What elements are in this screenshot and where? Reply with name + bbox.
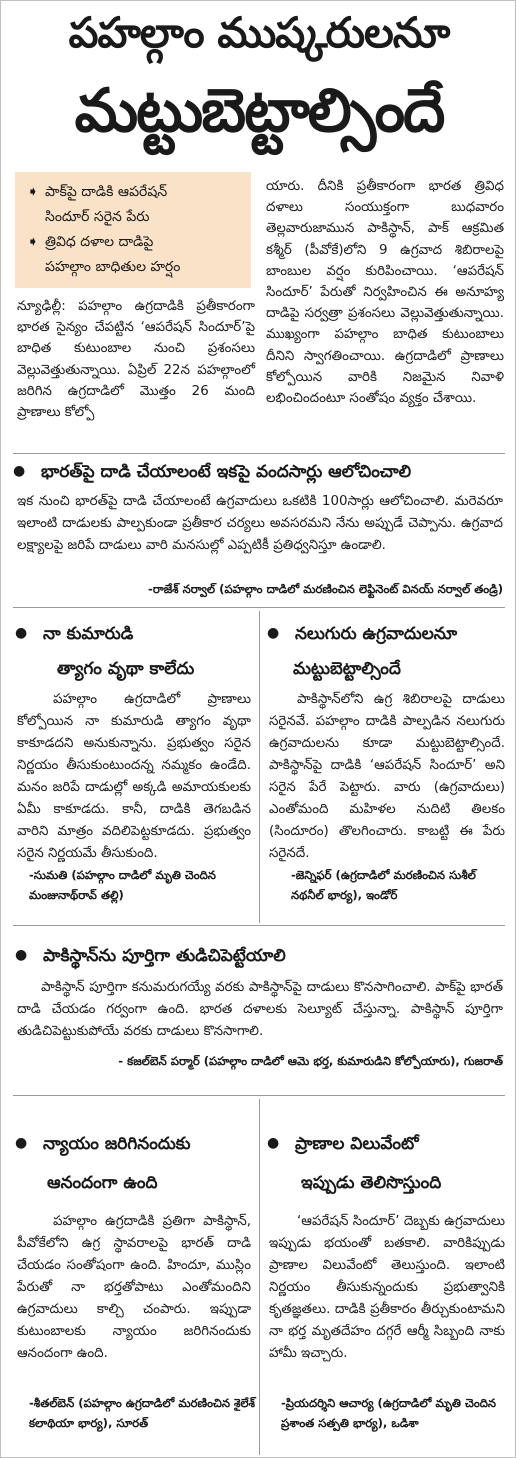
column-divider: [259, 1099, 260, 1455]
quote-attribution: -సుమతి (పహల్గాం దాడిలో మృతి చెందిన మంజునాథ్‌రావ్‌ తల్లి): [29, 868, 216, 902]
bullet-icon: ●: [267, 1135, 280, 1151]
lead-text-left: న్యూఢిల్లీ: పహల్గాం ఉగ్రదాడికి ప్రతీకారంగా భారత సైన్యం చేపట్టిన ‘ఆపరేషన్‌ సిందూర్‌’పై బాధిత కుటుంబాల నుంచి ప్రశంసలు వెల్లువెత్తుతున్నాయి. ఏప్రిల్‌ 22న పహల్గాంలో జరిగిన ఉగ్రదాడిలో మొత్తం 26 మంది ప్రాణాలు కోల్పో: [17, 299, 255, 421]
section-heading: [267, 1131, 419, 1156]
section-text: ఇక నుంచి భారత్‌పై దాడి చేయాలంటే ఉగ్రవాదులు ఒకటికి 100సార్లు ఆలోచించాలి. మరెవరూ ఇలాంటి దాడులకు పాల్పకుండా ప్రతీకార చర్యలు అవసరమని నేను అప్పుడే చెప్పాను. ఉగ్రవాద లక్ష్యాలపై జరిపే దాడులు వారి మనసుల్లో ఎప్పటికీ ప్రతిధ్వనిస్తూ ఉండాలి.: [17, 494, 503, 553]
section-text: పహల్గాం ఉగ్రదాడికి ప్రతిగా పాకిస్థాన్‌, పీవోకేలోని ఉగ్ర స్థావరాలపై భారత్‌ దాడి చేయడం సంతోషంగా ఉంది. హిందూ, ముస్లిం పేరుతో నా భర్తతోపాటు ఎంతోమందిని ఉగ్రవాదులు కాల్చి చంపారు. ఇప్పుడా కుటుంబాలకు న్యాయం జరిగినందుకు ఆనందంగా ఉంది.: [17, 1214, 251, 1361]
quote-attribution: -రాజేశ్‌ నర్వాల్‌ (పహల్గాం దాడిలో మరణించిన లెఫ్టినెంట్‌ వినయ్‌ నర్వాల్‌ తండ్రి): [148, 582, 503, 596]
section-heading: [15, 1131, 190, 1156]
bullet-icon: ➧: [27, 234, 39, 250]
highlight-item: [27, 230, 243, 280]
bullet-icon: ●: [15, 625, 28, 641]
quote-attribution: -జెన్నిఫర్‌ (ఉగ్రదాడిలో మరణించిన సుశీల్‌ నథనీల్‌ భార్య), ఇండోర్‌: [291, 868, 476, 902]
section-title: నలుగురు ఉగ్రవాదులనూ: [295, 624, 458, 644]
section-title: ఆనందంగా ఉంది: [47, 1173, 158, 1193]
section-divider: [13, 925, 505, 926]
headline-line-2: మట్టుబెట్టాల్సిందే: [74, 76, 444, 146]
column-divider: [259, 611, 260, 923]
headline-line-1: పహల్గాం ముష్కరులనూ: [68, 8, 450, 57]
quote-attribution: -ప్రియదర్శిని ఆచార్య (ఉగ్రదాడిలో మృతి చెందిన ప్రశాంత సత్పతి భార్య), ఒడిశా: [281, 1396, 497, 1430]
quote-attribution: -శీతల్‌బెన్‌ (పహల్గాం ఉగ్రదాడిలో మరణించిన శైలేశ్‌ కలాథియా భార్య), సూరత్‌: [29, 1396, 255, 1430]
section-title: నా కుమారుడి: [43, 624, 134, 644]
section-title: మట్టుబెట్టాల్సిందే: [293, 659, 401, 679]
section-title: త్యాగం వృథా కాలేదు: [57, 659, 195, 679]
highlight-text: సిందూర్‌ సరైన పేరు: [45, 209, 150, 225]
section-heading: [267, 621, 457, 646]
bullet-icon: ●: [267, 625, 280, 641]
section-title: పాకిస్థాన్‌ను పూర్తిగా తుడిచిపెట్టేయాలి: [43, 946, 286, 966]
section-heading: [13, 459, 411, 484]
bullet-icon: ●: [13, 463, 26, 479]
highlight-text: పహల్గాం బాధితుల హర్షం: [45, 259, 181, 275]
section-title: ఇప్పుడు తెలిసొస్తుంది: [301, 1173, 442, 1193]
section-text: పాకిస్థాన్‌ పూర్తిగా కనుమరుగయ్యే వరకు పాకిస్థాన్‌పై దాడులు కొనసాగించాలి. పాక్‌పై భారత్‌ దాడి చేయడం గర్వంగా ఉంది. భారత దళాలకు సెల్యూట్‌ చేస్తున్నా. పాకిస్థాన్‌ పూర్తిగా తుడిచిపెట్టుకుపోయే వరకు దాడులు కొనసాగాలి.: [17, 980, 503, 1039]
quote-attribution: - కజల్‌బెన్‌ పర్మార్‌ (పహల్గాం దాడిలో ఆమె భర్త, కుమారుడిని కోల్పోయారు), గుజరాత్‌: [118, 1054, 503, 1068]
highlight-item: [27, 180, 243, 230]
bullet-icon: ➧: [27, 184, 39, 200]
lead-text-right: యారు. దీనికి ప్రతీకారంగా భారత త్రివిధ దళాలు సంయుక్తంగా బుధవారం తెల్లవారుజామున పాకిస్థాన్‌, పాక్‌ ఆక్రమిత కశ్మీర్‌ (పీవోకే)లోని 9 ఉగ్రవాద శిబిరాలపై బాంబుల వర్షం కురిపించాయి. ‘ఆపరేషన్‌ సిందూర్‌’ పేరుతో నిర్వహించిన ఈ అనూహ్య దాడిపై సర్వత్రా ప్రశంసలు వెల్లువెత్తుతున్నాయి. ముఖ్యంగా పహల్గాం బాధిత కుటుంబాలు దీనిని స్వాగతించాయి. ఉగ్రదాడిలో ప్రాణాలు కోల్పోయిన వారికి నిజమైన నివాళి లభించిందంటూ సంతోషం వ్యక్తం చేశాయి.: [266, 179, 504, 407]
section-heading: [15, 621, 133, 646]
section-heading: [15, 943, 286, 968]
section-text: ‘ఆపరేషన్‌ సిందూర్‌’ దెబ్బకు ఉగ్రవాదులు ఇప్పుడు భయంతో బతకాలి. వారికిప్పుడు ప్రాణాల విలువేంటో తెలుస్తుంది. ఇలాంటి నిర్ణయం తీసుకున్నందుకు ప్రభుత్వానికి కృతజ్ఞతలు. దాడికి ప్రతీకారం తీర్చుకుంటామని నా భర్త మృతదేహం దగ్గరే ఆర్మీ సిబ్బంది నాకు హామీ ఇచ్చారు.: [269, 1214, 505, 1361]
section-text: పాకిస్థాన్‌లోని ఉగ్ర శిబిరాలపై దాడులు సరైనవే. పహల్గాం దాడికి పాల్పడిన నలుగురు ఉగ్రవాదులను కూడా మట్టుబెట్టాల్సిందే. పాకిస్థాన్‌పై దాడికి ‘ఆపరేషన్‌ సిందూర్‌’ అని సరైన పేరే పెట్టారు. వారు (ఉగ్రవాదులు) ఎంతోమంది మహిళల నుదిటి తిలకం (సిందూరం) తొలగించారు. కాబట్టి ఈ పేరు సరైనదే.: [269, 692, 505, 861]
section-text: పహల్గాం ఉగ్రదాడిలో ప్రాణాలు కోల్పోయిన నా కుమారుడి త్యాగం వృథా కాకూడదని అనుకున్నాను. ప్రభుత్వం సరైన నిర్ణయం తీసుకుంటుందన్న నమ్మకం ఉండేది. మనం జరిపే దాడుల్లో అక్కడి అమాయకులకు ఏమీ కాకూడదు. కానీ, దాడికి తెగబడిన వారిని మాత్రం వదిలిపెట్టకూడదు. ప్రభుత్వం సరైన నిర్ణయమే తీసుకుంది.: [17, 692, 251, 861]
bullet-icon: ●: [15, 947, 28, 963]
section-divider: [13, 453, 505, 454]
bullet-icon: ●: [15, 1135, 28, 1151]
highlight-text: పాక్‌పై దాడికి ఆపరేషన్: [45, 184, 168, 200]
highlight-text: త్రివిధ దళాల దాడిపై: [45, 234, 154, 250]
section-divider: [13, 1095, 505, 1096]
section-title: భారత్‌పై దాడి చేయాలంటే ఇకపై వందసార్లు ఆలోచించాలి: [41, 462, 412, 482]
section-title: ప్రాణాల విలువేంటో: [295, 1134, 419, 1154]
highlights-box: [15, 172, 251, 288]
section-title: న్యాయం జరిగినందుకు: [43, 1134, 191, 1154]
section-divider: [13, 607, 505, 608]
